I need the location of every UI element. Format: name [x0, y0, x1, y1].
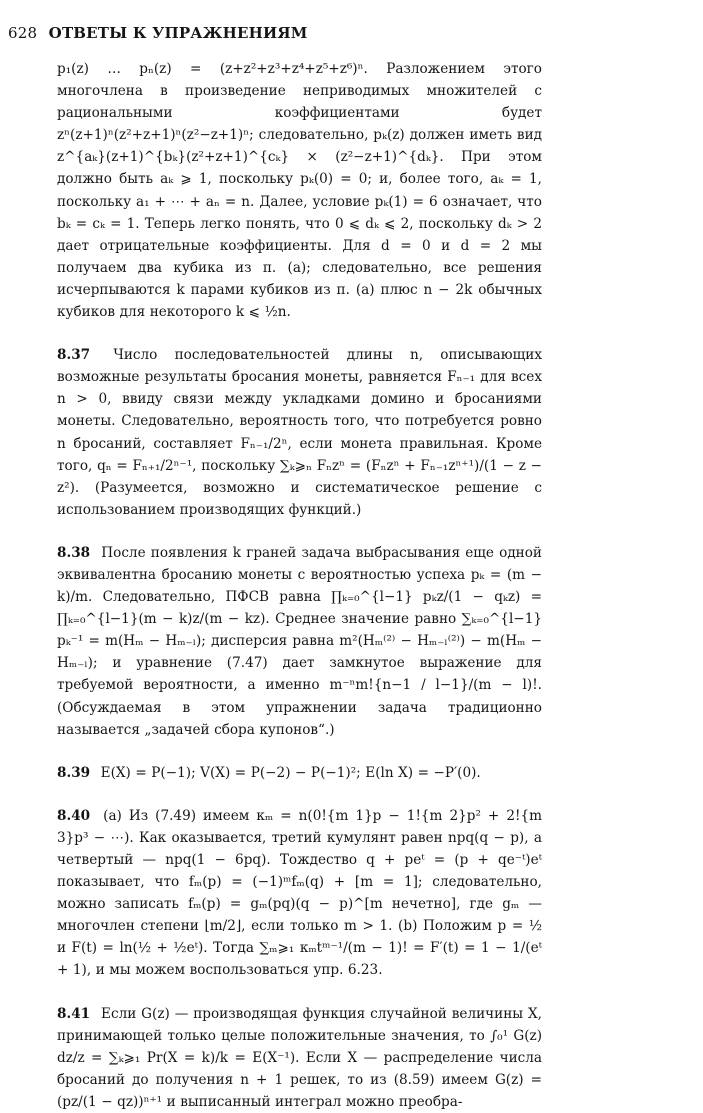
exercise-text: Если G(z) — производящая функция случайной величины X, принимающей только целые положительные значения, то ∫₀¹ G(z) dz/z = ∑ₖ⩾₁ Pr(X = k)/k = E(X⁻¹). Если X — распределение числа бросаний до получения n + 1 решек, то из (8.59) имеем G(z) = (pz/(1 − qz))ⁿ⁺¹ и выписанный интеграл можно преобра-	[57, 1005, 542, 1110]
page-header	[8, 24, 308, 42]
exercise-8-38	[57, 542, 542, 741]
exercise-text: (a) Из (7.49) имеем κₘ = n(0!{m 1}p − 1!{m 2}p² + 2!{m 3}p³ − ⋯). Как оказывается, третий кумулянт равен npq(q − p), а четвертый — npq(1 − 6pq). Тождество q + peᵗ = (p + qe⁻ᵗ)eᵗ показывает, что fₘ(p) = (−1)ᵐfₘ(q) + [m = 1]; следовательно, можно записать fₘ(p) = gₘ(pq)(q − p)^[m нечетно], где gₘ — многочлен степени ⌊m/2⌋, если только m > 1. (b) Положим p = ½ и F(t) = ln(½ + ½eᵗ). Тогда ∑ₘ⩾₁ κₘtᵐ⁻¹/(m − 1)! = F′(t) = 1 − 1/(eᵗ + 1), и мы можем воспользоваться упр. 6.23.	[57, 807, 542, 979]
exercise-8-41	[57, 1003, 542, 1113]
page-body	[57, 58, 542, 1113]
page-number: 628	[8, 24, 38, 42]
exercise-number: 8.38	[57, 544, 91, 561]
exercise-number: 8.39	[57, 764, 91, 781]
paragraph-continuation	[57, 58, 542, 323]
running-title: ОТВЕТЫ К УПРАЖНЕНИЯМ	[48, 24, 308, 42]
exercise-8-39	[57, 762, 542, 784]
exercise-text: После появления k граней задача выбрасывания еще одной эквивалентна бросанию монеты с вероятностью успеха pₖ = (m − k)/m. Следовательно, ПФСВ равна ∏ₖ₌₀^{l−1} pₖz/(1 − qₖz) = ∏ₖ₌₀^{l−1}(m − k)z/(m − kz). Среднее значение равно ∑ₖ₌₀^{l−1} pₖ⁻¹ = m(Hₘ − Hₘ₋ₗ); дисперсия равна m²(Hₘ⁽²⁾ − Hₘ₋ₗ⁽²⁾) − m(Hₘ − Hₘ₋ₗ); и уравнение (7.47) дает замкнутое выражение для требуемой вероятности, а именно m⁻ⁿm!{n−1 / l−1}/(m − l)!. (Обсуждаемая в этом упражнении задача традиционно называется „задачей сбора купонов“.)	[57, 544, 542, 738]
exercise-text: Число последовательностей длины n, описывающих возможные результаты бросания монеты, равняется Fₙ₋₁ для всех n > 0, ввиду связи между укладками домино и бросаниями монеты. Следовательно, вероятность того, что потребуется ровно n бросаний, составляет Fₙ₋₁/2ⁿ, если монета правильная. Кроме того, qₙ = Fₙ₊₁/2ⁿ⁻¹, поскольку ∑ₖ⩾ₙ Fₙzⁿ = (Fₙzⁿ + Fₙ₋₁zⁿ⁺¹)/(1 − z − z²). (Разумеется, возможно и систематическое решение с использованием производящих функций.)	[57, 347, 542, 518]
exercise-8-40	[57, 805, 542, 982]
exercise-number: 8.41	[57, 1005, 91, 1022]
paragraph-text: p₁(z) … pₙ(z) = (z+z²+z³+z⁴+z⁵+z⁶)ⁿ. Разложением этого многочлена в произведение неприводимых множителей с рациональными коэффициентами будет zⁿ(z+1)ⁿ(z²+z+1)ⁿ(z²−z+1)ⁿ; следовательно, pₖ(z) должен иметь вид z^{aₖ}(z+1)^{bₖ}(z²+z+1)^{cₖ} × (z²−z+1)^{dₖ}. При этом должно быть aₖ ⩾ 1, поскольку pₖ(0) = 0; и, более того, aₖ = 1, поскольку a₁ + ⋯ + aₙ = n. Далее, условие pₖ(1) = 6 означает, что bₖ = cₖ = 1. Теперь легко понять, что 0 ⩽ dₖ ⩽ 2, поскольку dₖ > 2 дает отрицательные коэффициенты. Для d = 0 и d = 2 мы получаем два кубика из п. (a); следовательно, все решения исчерпываются k парами кубиков из п. (a) плюс n − 2k обычных кубиков для некоторого k ⩽ ½n.	[57, 61, 542, 321]
exercise-number: 8.40	[57, 807, 91, 824]
exercise-text: E(X) = P(−1); V(X) = P(−2) − P(−1)²; E(ln X) = −P′(0).	[100, 764, 481, 781]
exercise-number: 8.37	[57, 347, 91, 364]
exercise-8-37	[57, 344, 542, 521]
